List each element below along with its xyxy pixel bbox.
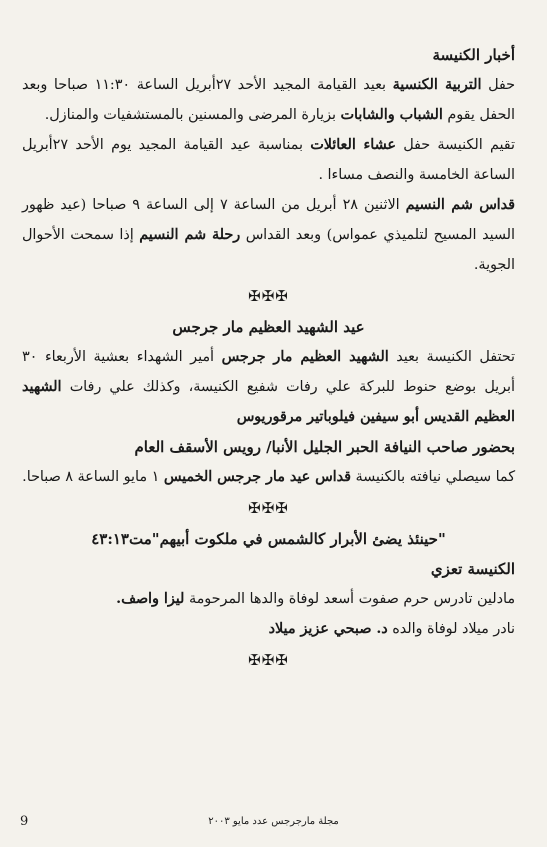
text: تحتفل الكنيسة بعيد	[388, 349, 515, 365]
text: إذا سمحت الأحوال الجوية.	[22, 227, 515, 273]
bold-text: الشهيد العظيم مار جرجس	[221, 349, 389, 365]
text: كما سيصلي نيافته بالكنيسة	[350, 469, 515, 485]
page-content	[22, 40, 515, 676]
church-news-paragraph-1	[22, 70, 515, 130]
church-news-paragraph-3	[22, 190, 515, 280]
bible-verse: "حينئذ يضئ الأبرار كالشمس في ملكوت أبيهم"مت٤٣:١٣	[91, 530, 446, 548]
bold-text: التربية الكنسية	[392, 77, 482, 93]
text: بعيد القيامة المجيد الأحد ٢٧أبريل الساعة ١١:٣٠ صباحا وبعد الحفل يقوم	[22, 77, 515, 123]
text: بزيارة المرضى والمسنين بالمستشفيات والمنازل.	[44, 107, 341, 123]
bold-text: عشاء العائلات	[310, 137, 396, 153]
text: بمناسبة عيد القيامة المجيد يوم الأحد ٢٧أبريل الساعة الخامسة والنصف مساءا .	[22, 137, 515, 183]
bold-text: د. صبحي عزيز ميلاد	[268, 621, 388, 637]
text: تقيم الكنيسة حفل	[395, 137, 516, 153]
page-number: 9	[20, 814, 29, 829]
bold-text: قداس عيد مار جرجس الخميس	[163, 469, 351, 485]
cross-ornament: ✠✠✠	[248, 287, 289, 305]
text: مادلين تادرس حرم صفوت أسعد لوفاة والدها المرحومة	[184, 591, 515, 607]
page-footer	[0, 812, 547, 836]
church-news-paragraph-2	[22, 130, 515, 190]
condolence-2	[22, 614, 515, 644]
text: حفل	[481, 77, 515, 93]
magazine-footer-title: مجلة مارجرجس عدد مايو ٢٠٠٣	[208, 816, 339, 827]
church-news-heading: أخبار الكنيسة	[432, 46, 515, 64]
bold-text: الشهيد العظيم القديس أبو سيفين فيلوباتير مرقوريوس	[22, 379, 515, 425]
condolences-heading: الكنيسة تعزي	[430, 560, 515, 578]
st-george-paragraph-1	[22, 342, 515, 432]
st-george-heading: عيد الشهيد العظيم مار جرجس	[172, 318, 365, 336]
text: الاثنين ٢٨ أبريل من الساعة ٧ إلى الساعة ٩ صباحا (عيد ظهور السيد المسيح لتلميذي عمواس) وبعد القداس	[22, 197, 515, 243]
st-george-paragraph-3	[22, 462, 515, 492]
bishop-attendance-line: بحضور صاحب النيافة الحبر الجليل الأنبا/ رويس الأسقف العام	[134, 438, 515, 456]
text: ١ مايو الساعة ٨ صباحا.	[22, 469, 164, 485]
bold-text: رحلة شم النسيم	[139, 227, 241, 243]
cross-ornament: ✠✠✠	[248, 651, 289, 669]
text: نادر ميلاد لوفاة والده	[387, 621, 515, 637]
text: أمير الشهداء بعشية الأربعاء ٣٠ أبريل بوضع حنوط للبركة علي رفات شفيع الكنيسة، وكذلك علي رفات	[22, 349, 515, 395]
condolence-1	[22, 584, 515, 614]
bold-text: قداس شم النسيم	[405, 197, 515, 213]
bold-text: الشباب والشابات	[340, 107, 443, 123]
cross-ornament: ✠✠✠	[248, 499, 289, 517]
bold-text: ليزا واصف.	[116, 591, 185, 607]
